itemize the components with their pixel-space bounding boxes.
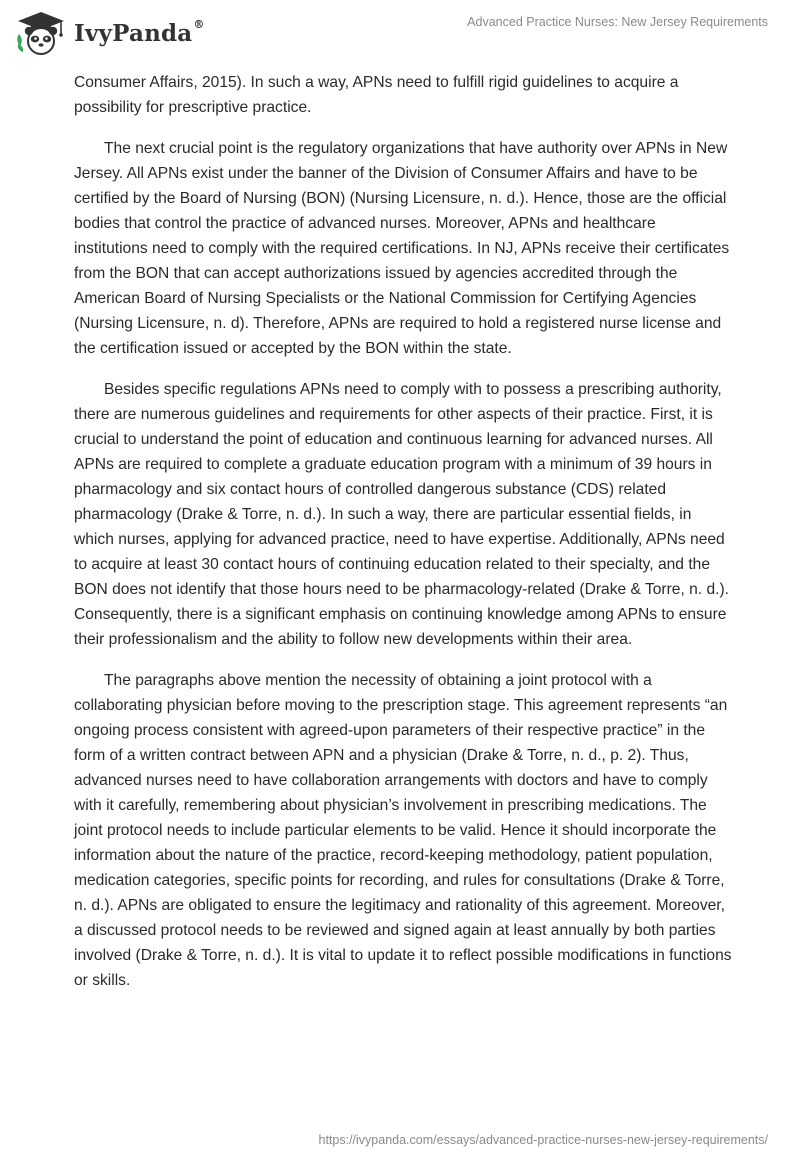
panda-graduate-icon <box>14 10 68 56</box>
document-title: Advanced Practice Nurses: New Jersey Requirements <box>467 15 768 29</box>
page-header <box>0 0 800 70</box>
essay-body <box>74 70 732 1009</box>
paragraph: The paragraphs above mention the necessity of obtaining a joint protocol with a collaborating physician before moving to the prescription stage. This agreement represents “an ongoing process consistent with agreed-upon parameters of their respective practice” in the form of a written contract between APN and a physician (Drake & Torre, n. d., p. 2). Thus, advanced nurses need to have collaboration arrangements with doctors and have to comply with it carefully, remembering about physician’s involvement in prescribing medications. The joint protocol needs to include particular elements to be valid. Hence it should incorporate the information about the nature of the practice, record-keeping methodology, patient population, medication categories, specific points for recording, and rules for consultations (Drake & Torre, n. d.). APNs are obligated to ensure the legitimacy and rationality of this agreement. Moreover, a discussed protocol needs to be reviewed and signed again at least annually by both parties involved (Drake & Torre, n. d.). It is vital to update it to reflect possible modifications in functions or skills. <box>74 672 732 989</box>
paragraph: Consumer Affairs, 2015). In such a way, APNs need to fulfill rigid guidelines to acquire a possibility for prescriptive practice. <box>74 74 679 116</box>
brand-name: IvyPanda® <box>74 17 205 47</box>
source-url[interactable]: https://ivypanda.com/essays/advanced-practice-nurses-new-jersey-requirements/ <box>318 1133 768 1147</box>
paragraph: The next crucial point is the regulatory organizations that have authority over APNs in New Jersey. All APNs exist under the banner of the Division of Consumer Affairs and have to be certified by the Board of Nursing (BON) (Nursing Licensure, n. d.). Hence, those are the official bodies that control the practice of advanced nurses. Moreover, APNs and healthcare institutions need to comply with the required certifications. In NJ, APNs receive their certificates from the BON that can accept authorizations issued by agencies accredited through the American Board of Nursing Specialists or the National Commission for Certifying Agencies (Nursing Licensure, n. d). Therefore, APNs are required to hold a registered nurse license and the certification issued or accepted by the BON within the state. <box>74 140 730 357</box>
brand-logo[interactable] <box>14 10 205 56</box>
paragraph: Besides specific regulations APNs need to comply with to possess a prescribing authority, there are numerous guidelines and requirements for other aspects of their practice. First, it is crucial to understand the point of education and continuous learning for advanced nurses. All APNs are required to complete a graduate education program with a minimum of 39 hours in pharmacology and six contact hours of controlled dangerous substance (CDS) related pharmacology (Drake & Torre, n. d.). In such a way, there are particular essential fields, in which nurses, applying for advanced practice, need to have expertise. Additionally, APNs need to acquire at least 30 contact hours of continuing education related to their specialty, and the BON does not identify that those hours need to be pharmacology-related (Drake & Torre, n. d.). Consequently, there is a significant emphasis on continuing knowledge among APNs to ensure their professionalism and the ability to follow new developments within their area. <box>74 381 730 648</box>
